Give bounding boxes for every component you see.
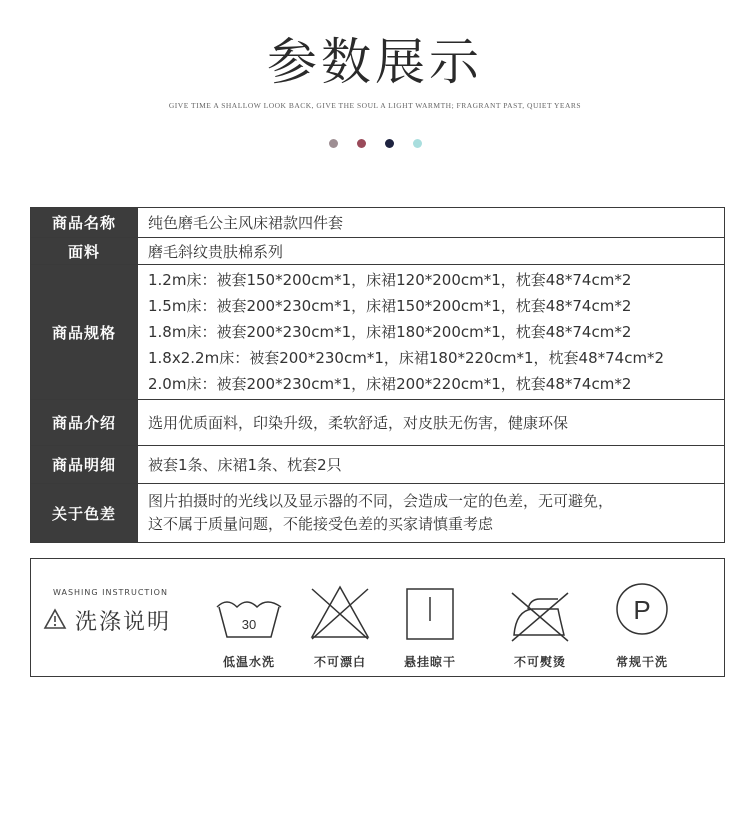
dry-clean-icon — [602, 579, 682, 643]
spec-label: 关于色差 — [31, 484, 138, 543]
color-dots — [0, 139, 750, 148]
size-line: 1.2m床：被套150*200cm*1，床裙120*200cm*1，枕套48*74cm*2 — [148, 271, 632, 289]
color-note-line: 这不属于质量问题，不能接受色差的买家请慎重考虑 — [148, 515, 494, 533]
wash-label: 不可熨烫 — [513, 655, 566, 669]
no-iron-icon — [500, 579, 580, 643]
size-line: 2.0m床：被套200*230cm*1，床裙200*220cm*1，枕套48*74cm*2 — [148, 375, 632, 393]
color-note-line: 图片拍摄时的光线以及显示器的不同，会造成一定的色差，无可避免， — [148, 492, 614, 510]
no-bleach-icon — [300, 579, 380, 643]
table-row — [31, 265, 725, 400]
color-dot — [329, 139, 338, 148]
spec-table — [30, 207, 725, 543]
size-line: 1.5m床：被套200*230cm*1，床裙150*200cm*1，枕套48*74cm*2 — [148, 297, 632, 315]
table-row — [31, 484, 725, 543]
color-dot — [413, 139, 422, 148]
color-dot — [357, 139, 366, 148]
spec-label: 商品规格 — [31, 265, 138, 400]
hang-dry-icon — [390, 579, 470, 643]
spec-value — [138, 265, 725, 400]
low-temp-wash-icon — [209, 579, 289, 643]
spec-label: 面料 — [31, 238, 138, 265]
page-subtitle: GIVE TIME A SHALLOW LOOK BACK, GIVE THE SOUL A LIGHT WARMTH; FRAGRANT PAST, QUIET YEARS — [168, 101, 582, 110]
table-row — [31, 208, 725, 238]
table-row — [31, 446, 725, 484]
washing-heading — [43, 605, 171, 636]
spec-value: 纯色磨毛公主风床裙款四件套 — [138, 208, 725, 238]
spec-label: 商品介绍 — [31, 400, 138, 446]
spec-label: 商品明细 — [31, 446, 138, 484]
wash-label: 常规干洗 — [615, 655, 668, 669]
spec-value: 选用优质面料，印染升级，柔软舒适，对皮肤无伤害，健康环保 — [138, 400, 725, 446]
table-row — [31, 400, 725, 446]
warning-icon — [43, 608, 67, 634]
wash-label: 低温水洗 — [222, 655, 275, 669]
size-line: 1.8m床：被套200*230cm*1，床裙180*200cm*1，枕套48*74cm*2 — [148, 323, 632, 341]
spec-value: 磨毛斜纹贵肤棉系列 — [138, 238, 725, 265]
size-line: 1.8x2.2m床：被套200*230cm*1，床裙180*220cm*1，枕套48*74cm*2 — [148, 349, 665, 367]
page-title: 参数展示 — [267, 33, 483, 91]
dry-clean-letter: P — [633, 595, 651, 625]
color-dot — [385, 139, 394, 148]
spec-label: 商品名称 — [31, 208, 138, 238]
wash-label: 悬挂晾干 — [403, 655, 456, 669]
washing-panel — [30, 558, 725, 677]
wash-label: 不可漂白 — [313, 655, 366, 669]
washing-title-cn: 洗涤说明 — [75, 610, 172, 635]
washing-title-en: WASHING INSTRUCTION — [53, 588, 168, 597]
spec-value — [138, 484, 725, 543]
table-row — [31, 238, 725, 265]
spec-value: 被套1条、床裙1条、枕套2只 — [138, 446, 725, 484]
wash-temp-label: 30 — [241, 617, 257, 632]
